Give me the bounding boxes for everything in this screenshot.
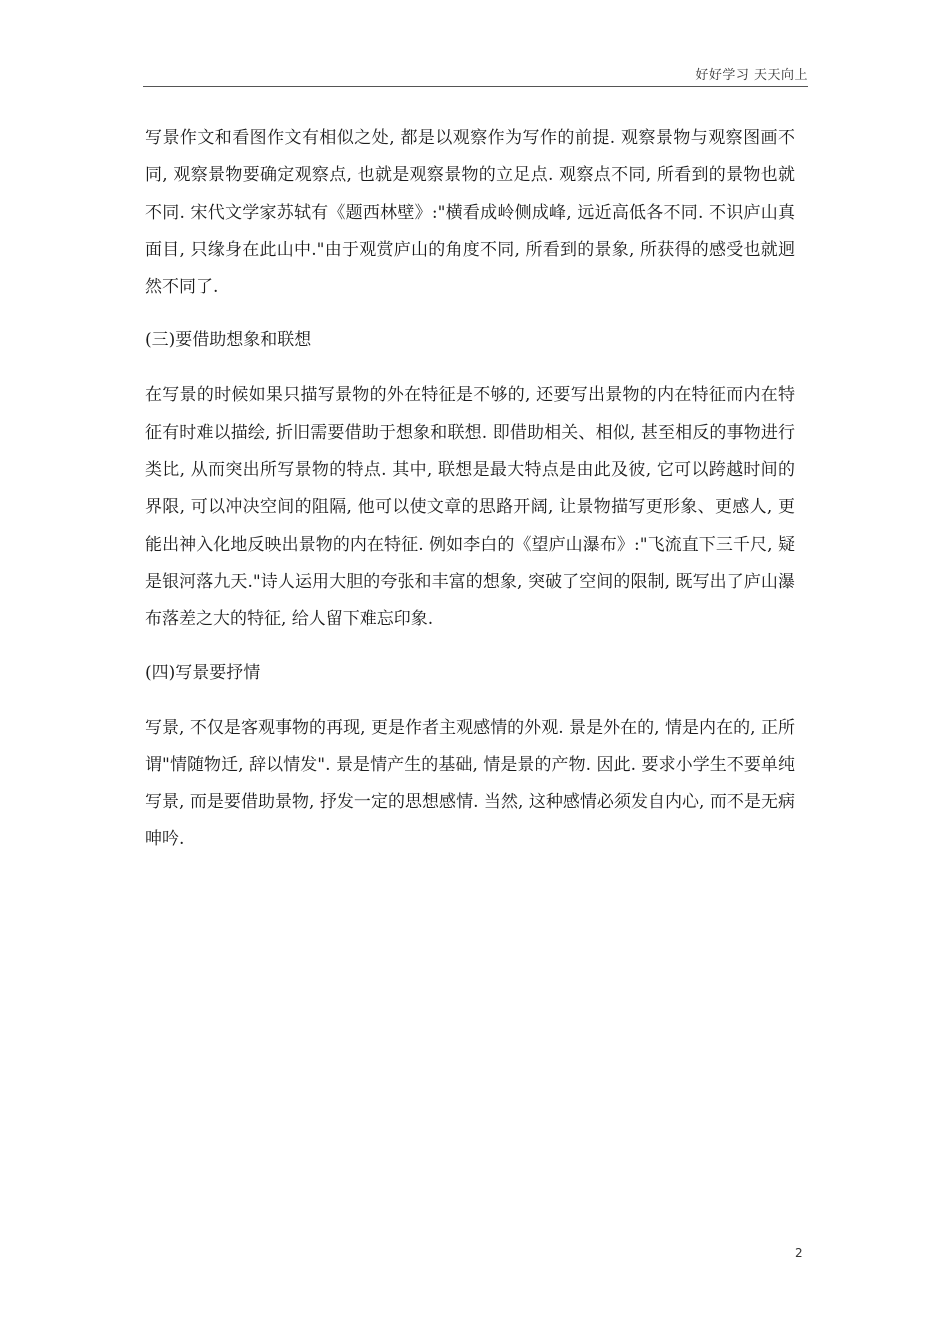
section-heading-3: (三)要借助想象和联想	[145, 330, 312, 351]
paragraph-observation: 写景作文和看图作文有相似之处, 都是以观察作为写作的前提. 观察景物与观察图画不同, 观察景物要确定观察点, 也就是观察景物的立足点. 观察点不同, 所看到的景物也就不同. 宋代文学家苏轼有《题西林壁》:"横看成岭侧成峰, 远近高低各不同. 不识庐山真面目, 只缘身在此山中."由于观赏庐山的角度不同, 所看到的景象, 所获得的感受也就迥然不同了.	[145, 128, 795, 298]
document-body	[145, 120, 795, 859]
page-number: 2	[795, 1246, 803, 1260]
header-motto: 好好学习 天天向上	[695, 68, 808, 83]
paragraph-emotion: 写景, 不仅是客观事物的再现, 更是作者主观感情的外观. 景是外在的, 情是内在的, 正所谓"情随物迁, 辞以情发". 景是情产生的基础, 情是景的产物. 因此. 要求小学生不要单纯写景, 而是要借助景物, 抒发一定的思想感情. 当然, 这种感情必须发自内心, 而不是无病呻吟.	[145, 717, 795, 850]
paragraph-imagination: 在写景的时候如果只描写景物的外在特征是不够的, 还要写出景物的内在特征而内在特征有时难以描绘, 折旧需要借助于想象和联想. 即借助相关、相似, 甚至相反的事物进行类比, 从而突出所写景物的特点. 其中, 联想是最大特点是由此及彼, 它可以跨越时间的界限, 可以冲决空间的阻隔, 他可以使文章的思路开阔, 让景物描写更形象、更感人, 更能出神入化地反映出景物的内在特征. 例如李白的《望庐山瀑布》:"飞流直下三千尺, 疑是银河落九天."诗人运用大胆的夸张和丰富的想象, 突破了空间的限制, 既写出了庐山瀑布落差之大的特征, 给人留下难忘印象.	[145, 385, 795, 630]
section-heading-4: (四)写景要抒情	[145, 662, 261, 683]
page-header	[143, 62, 808, 87]
